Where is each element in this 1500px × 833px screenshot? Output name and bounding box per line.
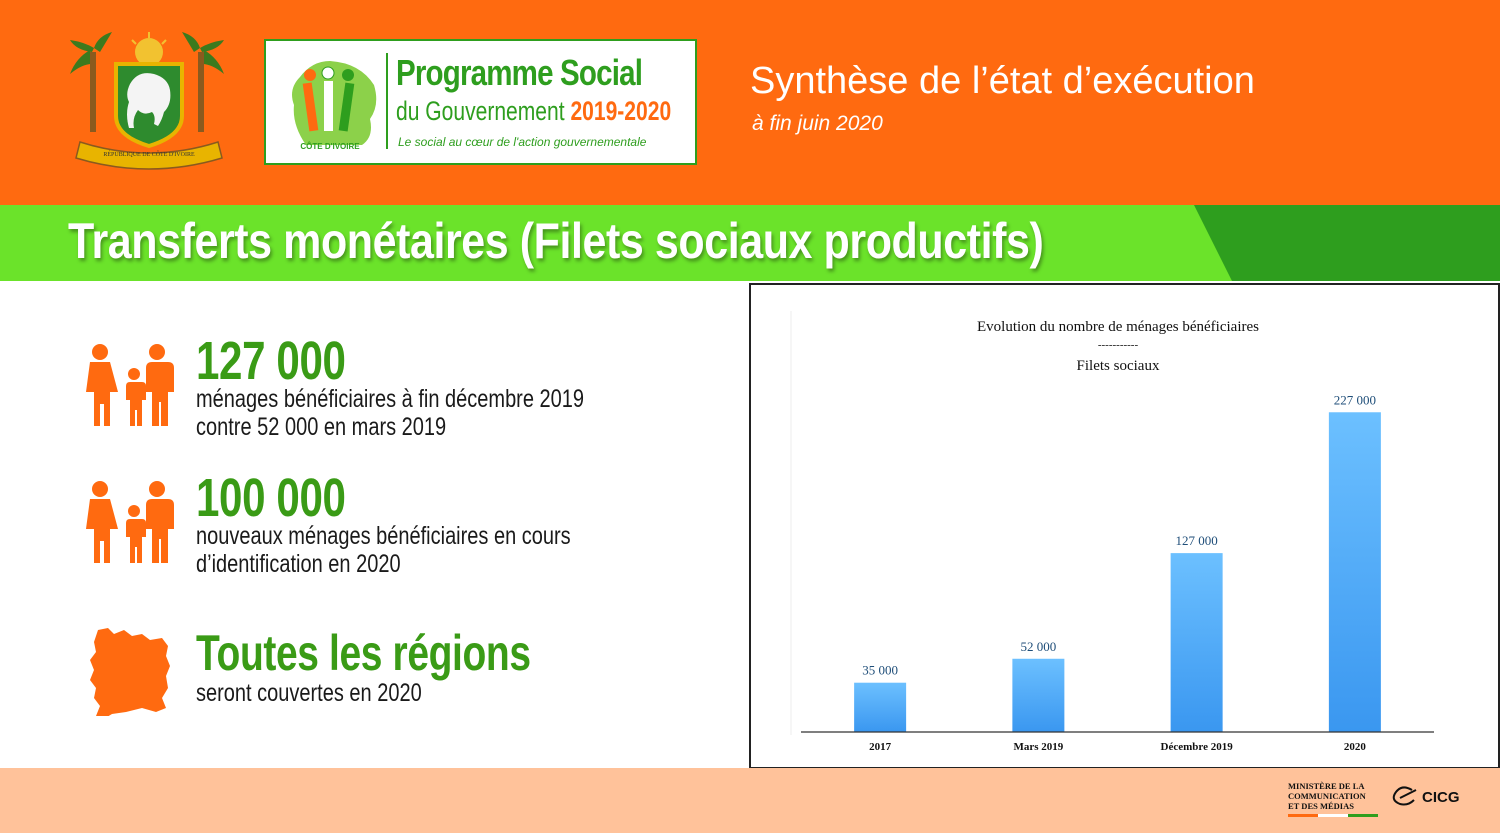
stat-value: 100 000 bbox=[196, 468, 346, 528]
chart-bar bbox=[1329, 412, 1381, 732]
stat-description: d’identification en 2020 bbox=[196, 550, 401, 578]
program-years: 2019-2020 bbox=[570, 96, 672, 126]
family-icon bbox=[80, 344, 178, 426]
cote-divoire-map-icon bbox=[84, 624, 176, 716]
stat-value: Toutes les régions bbox=[196, 625, 531, 681]
chart-data-label: 52 000 bbox=[1020, 638, 1057, 654]
x-tick-label: 2020 bbox=[1343, 741, 1366, 753]
cicg-swoosh-icon bbox=[1392, 786, 1418, 806]
stat-description: contre 52 000 en mars 2019 bbox=[196, 413, 447, 441]
chart-data-label: 35 000 bbox=[862, 662, 898, 678]
bar-chart bbox=[751, 285, 1498, 767]
ministry-line: MINISTÈRE DE LA bbox=[1288, 781, 1365, 791]
stat-description: nouveaux ménages bénéficiaires en cours bbox=[196, 522, 571, 550]
page-subtitle: à fin juin 2020 bbox=[752, 112, 883, 135]
chart-subtitle: Filets sociaux bbox=[1076, 358, 1160, 374]
ministry-line: COMMUNICATION bbox=[1288, 791, 1366, 801]
program-subtitle bbox=[396, 95, 671, 127]
coat-of-arms-icon bbox=[68, 30, 230, 172]
x-tick-label: 2017 bbox=[869, 741, 892, 753]
chart-title: Evolution du nombre de ménages bénéficiaires bbox=[977, 319, 1259, 335]
chart-panel bbox=[749, 283, 1500, 769]
program-tagline: Le social au cœur de l'action gouvernementale bbox=[398, 135, 647, 149]
program-subtitle-prefix: du Gouvernement bbox=[396, 96, 571, 126]
program-title: Programme Social bbox=[396, 52, 643, 93]
section-title: Transferts monétaires (Filets sociaux productifs) bbox=[68, 213, 1044, 269]
footer bbox=[0, 768, 1500, 833]
chart-data-label: 127 000 bbox=[1175, 533, 1218, 549]
chart-bar bbox=[1171, 553, 1223, 732]
family-icon bbox=[80, 481, 178, 563]
svg-text:RÉPUBLIQUE DE CÔTE D'IVOIRE: RÉPUBLIQUE DE CÔTE D'IVOIRE bbox=[103, 152, 195, 158]
x-tick-label: Décembre 2019 bbox=[1160, 741, 1233, 753]
program-logo-icon bbox=[280, 53, 380, 153]
program-logo-box bbox=[264, 39, 697, 165]
stat-description: seront couvertes en 2020 bbox=[196, 679, 422, 707]
chart-bar bbox=[854, 683, 906, 732]
ministry-logo bbox=[1288, 781, 1366, 811]
ministry-line: ET DES MÉDIAS bbox=[1288, 801, 1354, 811]
x-tick-label: Mars 2019 bbox=[1013, 741, 1064, 753]
program-logo-divider bbox=[386, 53, 388, 149]
chart-bar bbox=[1012, 659, 1064, 732]
page-title: Synthèse de l’état d’exécution bbox=[750, 60, 1255, 102]
ministry-flag-bar bbox=[1288, 814, 1378, 817]
cicg-label: CICG bbox=[1422, 789, 1460, 806]
chart-title-separator: ----------- bbox=[1097, 339, 1139, 351]
svg-text:CÔTE D'IVOIRE: CÔTE D'IVOIRE bbox=[300, 142, 360, 151]
stat-value: 127 000 bbox=[196, 331, 346, 391]
stat-description: ménages bénéficiaires à fin décembre 2019 bbox=[196, 385, 585, 413]
chart-data-label: 227 000 bbox=[1333, 392, 1376, 408]
